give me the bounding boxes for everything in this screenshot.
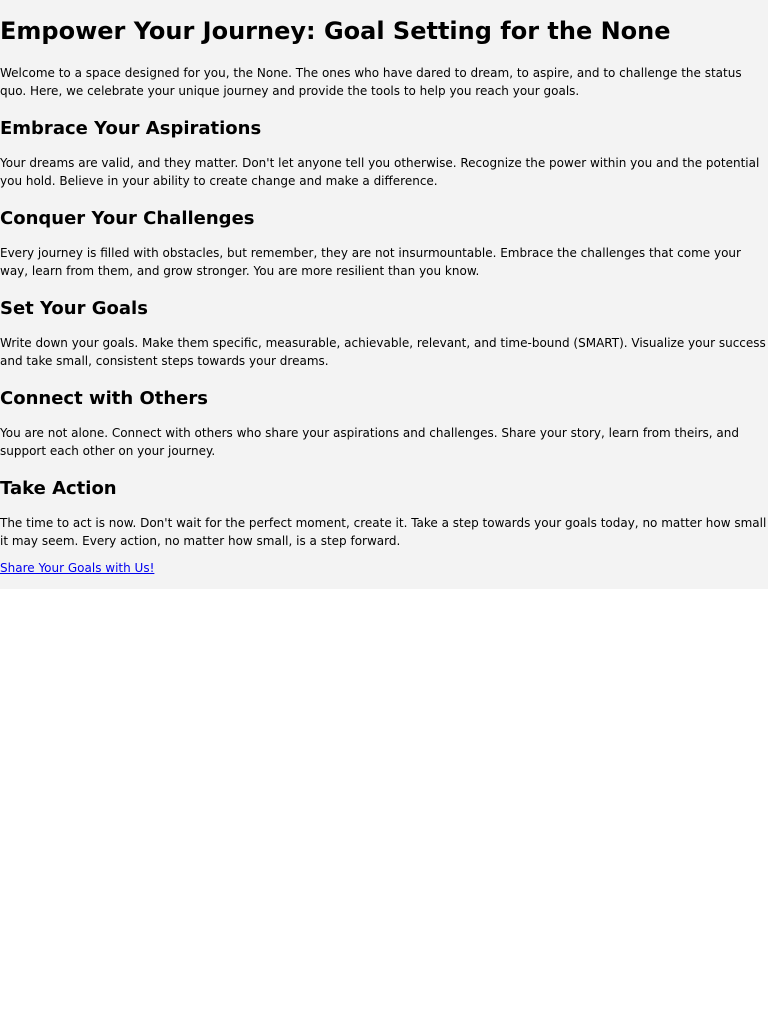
section-embrace-aspirations: [0, 118, 768, 190]
intro-paragraph: Welcome to a space designed for you, the None. The ones who have dared to dream, to aspire, and to challenge the status quo. Here, we celebrate your unique journey and provide the tools to help you reach your goals.: [0, 66, 742, 98]
section-body: Write down your goals. Make them specific, measurable, achievable, relevant, and time-bound (SMART). Visualize your success and take small, consistent steps towards your dreams.: [0, 336, 766, 368]
share-goals-link[interactable]: Share Your Goals with Us!: [0, 561, 155, 575]
section-conquer-challenges: [0, 208, 768, 280]
section-heading: Take Action: [0, 478, 117, 499]
section-body: Your dreams are valid, and they matter. Don't let anyone tell you otherwise. Recognize the power within you and the potential you hold. Believe in your ability to create change and make a difference.: [0, 156, 760, 188]
section-body: Every journey is filled with obstacles, but remember, they are not insurmountable. Embrace the challenges that come your way, learn from them, and grow stronger. You are more resilient than you know.: [0, 246, 741, 278]
section-connect-others: [0, 388, 768, 460]
section-heading: Connect with Others: [0, 388, 208, 409]
section-heading: Conquer Your Challenges: [0, 208, 255, 229]
page-title: Empower Your Journey: Goal Setting for the None: [0, 17, 671, 45]
share-container: [0, 560, 768, 577]
section-set-goals: [0, 298, 768, 370]
section-heading: Embrace Your Aspirations: [0, 118, 262, 139]
section-heading: Set Your Goals: [0, 298, 148, 319]
section-body: You are not alone. Connect with others who share your aspirations and challenges. Share your story, learn from theirs, and support each other on your journey.: [0, 426, 739, 458]
section-take-action: [0, 478, 768, 550]
section-body: The time to act is now. Don't wait for the perfect moment, create it. Take a step towards your goals today, no matter how small it may seem. Every action, no matter how small, is a step forward.: [0, 516, 767, 548]
